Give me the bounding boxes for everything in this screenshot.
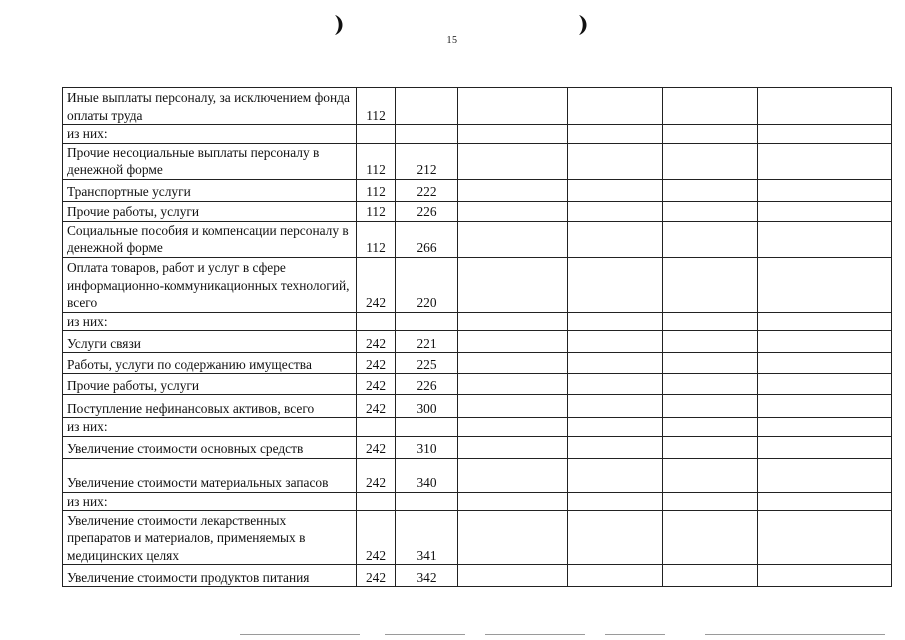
row-amount-cell: [458, 436, 568, 458]
row-name: из них:: [63, 312, 357, 331]
row-kvr-code: 242: [357, 331, 396, 353]
row-name: Транспортные услуги: [63, 179, 357, 201]
row-name: Оплата товаров, работ и услуг в сфере информационно-коммуникационных технологий, всего: [63, 257, 357, 312]
row-amount-cell: [568, 201, 663, 221]
table-row: [63, 395, 892, 418]
budget-table: [62, 87, 892, 587]
row-amount-cell: [663, 353, 758, 374]
row-amount-cell: [568, 374, 663, 395]
row-amount-cell: [758, 143, 892, 179]
table-row: [63, 374, 892, 395]
row-kvr-code: 242: [357, 436, 396, 458]
row-amount-cell: [568, 179, 663, 201]
crescent-mark-icon: [332, 14, 346, 36]
row-kvr-code: 112: [357, 221, 396, 257]
row-amount-cell: [663, 179, 758, 201]
row-name: Увеличение стоимости материальных запасов: [63, 458, 357, 492]
left-binding-mark: [332, 14, 346, 36]
table-row: [63, 418, 892, 437]
row-amount-cell: [663, 436, 758, 458]
row-amount-cell: [458, 353, 568, 374]
row-kosgu-code: [396, 125, 458, 144]
row-kosgu-code: [396, 88, 458, 125]
row-kvr-code: [357, 418, 396, 437]
row-amount-cell: [568, 88, 663, 125]
row-amount-cell: [758, 436, 892, 458]
row-amount-cell: [663, 374, 758, 395]
row-amount-cell: [758, 179, 892, 201]
row-amount-cell: [663, 125, 758, 144]
table-row: [63, 565, 892, 587]
row-name: Увеличение стоимости продуктов питания: [63, 565, 357, 587]
row-amount-cell: [458, 395, 568, 418]
row-name: Поступление нефинансовых активов, всего: [63, 395, 357, 418]
row-amount-cell: [568, 125, 663, 144]
row-kosgu-code: 266: [396, 221, 458, 257]
row-amount-cell: [568, 511, 663, 565]
row-amount-cell: [758, 565, 892, 587]
row-name: Иные выплаты персоналу, за исключением фонда оплаты труда: [63, 88, 357, 125]
scan-artifact-line: [705, 634, 885, 635]
row-amount-cell: [758, 395, 892, 418]
row-amount-cell: [758, 374, 892, 395]
row-kvr-code: 112: [357, 143, 396, 179]
row-kvr-code: 242: [357, 353, 396, 374]
scan-artifact-line: [385, 634, 465, 635]
row-kvr-code: 242: [357, 257, 396, 312]
row-kosgu-code: 220: [396, 257, 458, 312]
row-amount-cell: [663, 418, 758, 437]
row-kvr-code: 242: [357, 511, 396, 565]
row-amount-cell: [758, 125, 892, 144]
row-amount-cell: [458, 201, 568, 221]
row-amount-cell: [758, 312, 892, 331]
row-amount-cell: [458, 125, 568, 144]
row-amount-cell: [663, 88, 758, 125]
row-amount-cell: [458, 143, 568, 179]
row-amount-cell: [568, 565, 663, 587]
row-kosgu-code: 340: [396, 458, 458, 492]
table-row: [63, 179, 892, 201]
row-kvr-code: [357, 312, 396, 331]
row-amount-cell: [568, 353, 663, 374]
table-row: [63, 458, 892, 492]
table-row: [63, 492, 892, 511]
row-amount-cell: [568, 436, 663, 458]
row-kosgu-code: [396, 418, 458, 437]
row-name: Увеличение стоимости лекарственных препаратов и материалов, применяемых в медицинских целях: [63, 511, 357, 565]
row-kosgu-code: 226: [396, 201, 458, 221]
row-amount-cell: [663, 312, 758, 331]
row-name: Прочие работы, услуги: [63, 201, 357, 221]
row-amount-cell: [663, 221, 758, 257]
scan-artifact-line: [485, 634, 585, 635]
row-kosgu-code: 212: [396, 143, 458, 179]
table-row: [63, 353, 892, 374]
row-amount-cell: [568, 221, 663, 257]
row-amount-cell: [568, 492, 663, 511]
table-row: [63, 201, 892, 221]
scan-artifact-line: [605, 634, 665, 635]
row-kosgu-code: 222: [396, 179, 458, 201]
table-row: [63, 511, 892, 565]
row-kosgu-code: 300: [396, 395, 458, 418]
row-amount-cell: [458, 312, 568, 331]
row-kosgu-code: 221: [396, 331, 458, 353]
row-kosgu-code: [396, 492, 458, 511]
table-row: [63, 257, 892, 312]
row-amount-cell: [663, 395, 758, 418]
row-kvr-code: 242: [357, 565, 396, 587]
row-amount-cell: [758, 88, 892, 125]
row-name: Услуги связи: [63, 331, 357, 353]
row-name: Прочие несоциальные выплаты персоналу в денежной форме: [63, 143, 357, 179]
row-name: Увеличение стоимости основных средств: [63, 436, 357, 458]
table-row: [63, 436, 892, 458]
row-amount-cell: [663, 492, 758, 511]
table-row: [63, 221, 892, 257]
row-name: Социальные пособия и компенсации персоналу в денежной форме: [63, 221, 357, 257]
row-amount-cell: [758, 492, 892, 511]
row-name: из них:: [63, 418, 357, 437]
crescent-mark-icon: [576, 14, 590, 36]
row-amount-cell: [663, 458, 758, 492]
row-name: из них:: [63, 492, 357, 511]
row-amount-cell: [663, 143, 758, 179]
row-amount-cell: [758, 331, 892, 353]
row-amount-cell: [663, 257, 758, 312]
row-name: Работы, услуги по содержанию имущества: [63, 353, 357, 374]
right-binding-mark: [576, 14, 590, 36]
row-amount-cell: [458, 179, 568, 201]
row-kosgu-code: 226: [396, 374, 458, 395]
table-row: [63, 125, 892, 144]
row-amount-cell: [458, 511, 568, 565]
row-kosgu-code: 342: [396, 565, 458, 587]
row-kvr-code: [357, 125, 396, 144]
row-amount-cell: [758, 511, 892, 565]
row-amount-cell: [458, 565, 568, 587]
row-kosgu-code: 341: [396, 511, 458, 565]
row-kvr-code: 112: [357, 201, 396, 221]
row-amount-cell: [458, 257, 568, 312]
row-amount-cell: [458, 458, 568, 492]
row-kosgu-code: 310: [396, 436, 458, 458]
row-name: из них:: [63, 125, 357, 144]
row-kvr-code: 112: [357, 179, 396, 201]
row-amount-cell: [663, 201, 758, 221]
row-amount-cell: [663, 511, 758, 565]
row-kosgu-code: 225: [396, 353, 458, 374]
row-amount-cell: [568, 143, 663, 179]
row-amount-cell: [458, 492, 568, 511]
row-amount-cell: [458, 88, 568, 125]
table-row: [63, 331, 892, 353]
table-body: [63, 88, 892, 587]
row-kvr-code: 112: [357, 88, 396, 125]
row-amount-cell: [568, 257, 663, 312]
row-kvr-code: 242: [357, 374, 396, 395]
row-amount-cell: [568, 458, 663, 492]
row-amount-cell: [758, 418, 892, 437]
row-amount-cell: [458, 221, 568, 257]
row-amount-cell: [758, 221, 892, 257]
row-kvr-code: 242: [357, 395, 396, 418]
row-amount-cell: [758, 353, 892, 374]
row-kvr-code: 242: [357, 458, 396, 492]
table-row: [63, 143, 892, 179]
row-amount-cell: [758, 257, 892, 312]
row-amount-cell: [568, 395, 663, 418]
row-name: Прочие работы, услуги: [63, 374, 357, 395]
row-amount-cell: [568, 331, 663, 353]
row-amount-cell: [458, 331, 568, 353]
row-amount-cell: [458, 374, 568, 395]
row-amount-cell: [758, 458, 892, 492]
table-row: [63, 312, 892, 331]
row-amount-cell: [458, 418, 568, 437]
row-amount-cell: [568, 312, 663, 331]
row-amount-cell: [568, 418, 663, 437]
row-kvr-code: [357, 492, 396, 511]
row-amount-cell: [663, 565, 758, 587]
page-number: 15: [446, 35, 458, 46]
table-row: [63, 88, 892, 125]
row-kosgu-code: [396, 312, 458, 331]
row-amount-cell: [663, 331, 758, 353]
row-amount-cell: [758, 201, 892, 221]
scan-artifact-line: [240, 634, 360, 635]
